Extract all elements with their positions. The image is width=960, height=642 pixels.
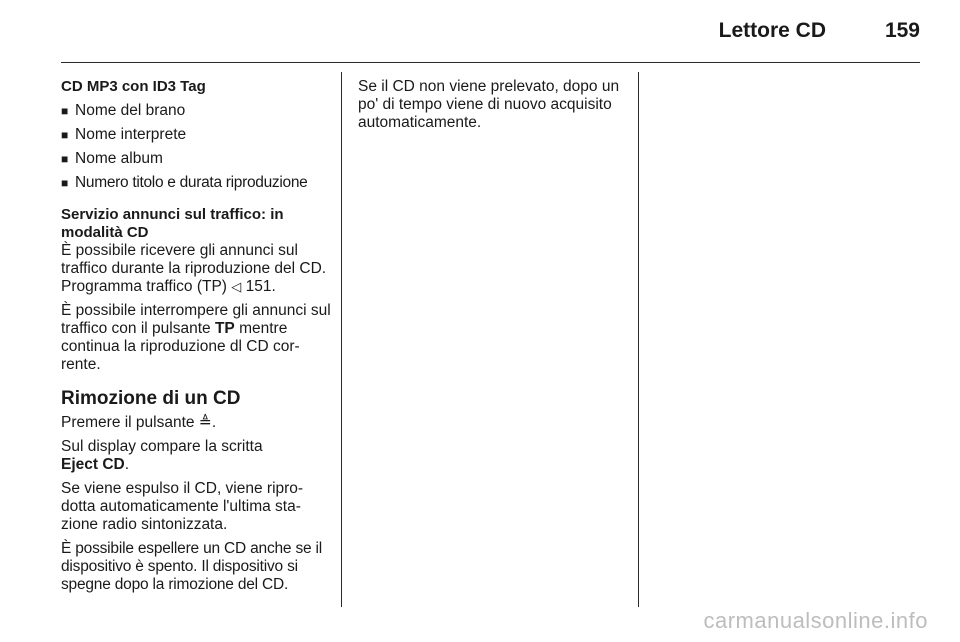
eject-icon: ≜ [198,414,212,431]
column-divider-right [638,72,639,607]
list-item: ■ Numero titolo e durata riproduzione [61,174,308,191]
page-reference-icon: ◁ [231,279,242,294]
page-header [61,0,920,63]
paragraph-display-message: Sul display compare la scritta Eject CD. [61,438,263,473]
watermark: carmanualsonline.info [703,608,928,633]
heading-mp3-id3: CD MP3 con ID3 Tag [61,78,206,95]
left-column [61,78,333,600]
list-item: ■ Nome del brano [61,102,186,119]
bullet-icon: ■ [61,104,69,118]
section-title-remove-cd: Rimozione di un CD [61,388,241,409]
paragraph-traffic-receive: È possibile ricevere gli annunci sul traffico durante la riproduzione del CD. Programma traffico (TP) ◁ 151. [61,242,327,295]
column-divider-left [341,72,342,607]
bullet-icon: ■ [61,176,68,190]
bullet-icon: ■ [61,152,69,166]
list-item: ■ Nome interprete [61,126,187,143]
paragraph-press-eject: Premere il pulsante ≜. [61,414,217,431]
paragraph-eject-when-off: È possibile espellere un CD anche se il dispositivo è spento. Il dispositivo si spegne dopo la rimozione del CD. [61,540,323,593]
eject-cd-display-text: Eject CD [61,456,125,473]
paragraph-radio-resume: Se viene espulso il CD, viene ripro-dotta automaticamente l'ultima sta-zione radio sintonizzata. [61,480,304,533]
middle-column [358,78,630,138]
tp-button-label: TP [214,320,235,337]
paragraph-traffic-interrupt: È possibile interrompere gli annunci sul traffico con il pulsante TP mentre continua la riproduzione dl CD cor-rente. [61,302,331,373]
paragraph-auto-reload: Se il CD non viene prelevato, dopo un po' di tempo viene di nuovo acquisito automaticamente. [358,78,620,131]
chapter-title: Lettore CD [718,19,826,42]
heading-traffic-announcements: Servizio annunci sul traffico: in modalità CD [61,206,284,241]
bullet-icon: ■ [61,128,69,142]
page-number: 159 [884,19,920,42]
list-item: ■ Nome album [61,150,163,167]
id3-bullet-list [61,102,333,192]
